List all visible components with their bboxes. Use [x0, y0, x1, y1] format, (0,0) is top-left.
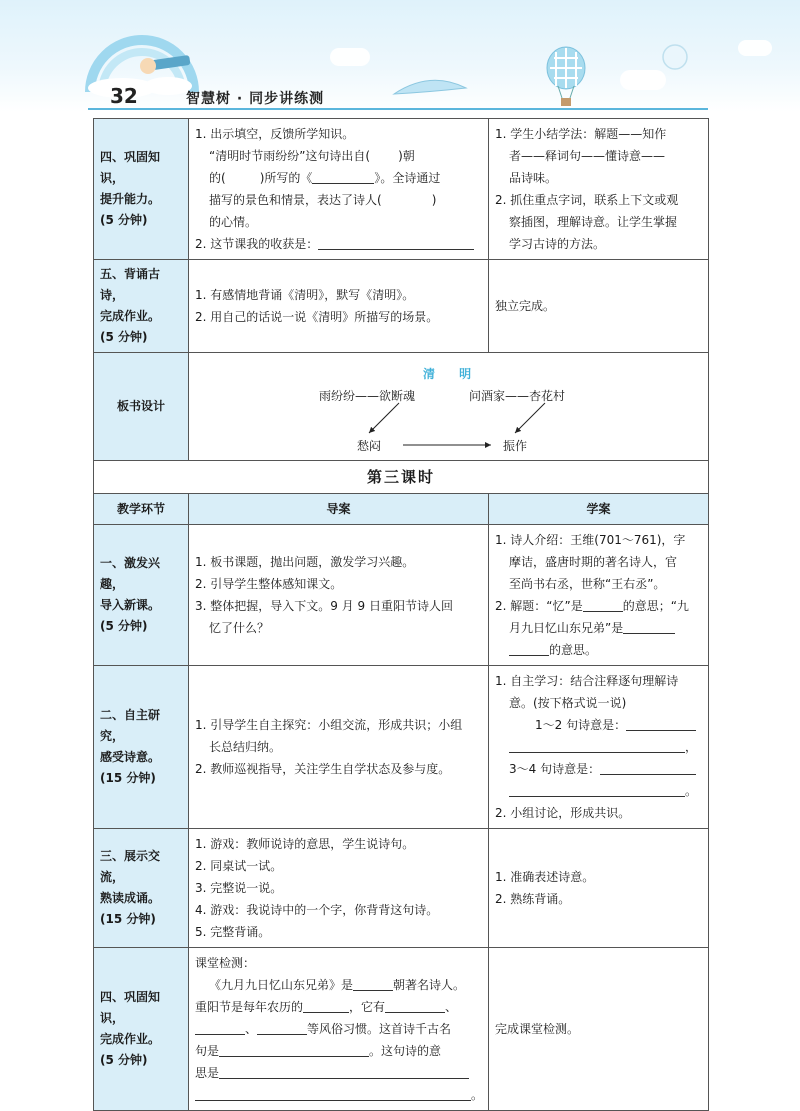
study-cell: 1. 学生小结学法：解题——知作 者——释词句——懂诗意—— 品诗味。 2. 抓住重点字词，联系上下文或观 察插图，理解诗意。让学生掌握 学习古诗的方法。 — [489, 119, 709, 260]
study-cell: 1. 诗人介绍：王维(701～761)，字 摩诘，盛唐时期的著名诗人，官 至尚书右丞，世称“王右丞”。 2. 解题：“忆”是 的意思；“九 月九日忆山东兄弟”是 的意思。 — [489, 525, 709, 666]
fill-blank[interactable] — [509, 782, 685, 797]
step-label-cell: 二、自主研究， 感受诗意。 (15 分钟) — [94, 666, 189, 829]
fill-blank[interactable] — [312, 169, 374, 184]
board-diagram — [189, 357, 708, 457]
table-header-row — [94, 494, 709, 525]
lesson-plan-table — [93, 118, 709, 1111]
table-row — [94, 119, 709, 260]
step-label-cell: 四、巩固知识， 提升能力。 (5 分钟) — [94, 119, 189, 260]
fill-blank[interactable] — [583, 597, 623, 612]
fill-blank[interactable] — [195, 1020, 245, 1035]
study-cell: 独立完成。 — [489, 260, 709, 353]
table-row — [94, 525, 709, 666]
fill-blank[interactable] — [353, 976, 393, 991]
board-arrows — [189, 357, 709, 457]
board-bottom-left: 愁闷 — [357, 438, 382, 453]
cloud-decoration — [620, 70, 666, 90]
guide-cell: 1. 引导学生自主探究：小组交流，形成共识；小组 长总结归纳。 2. 教师巡视指导，关注学生自学状态及参与度。 — [189, 666, 489, 829]
fill-blank[interactable] — [600, 760, 696, 775]
study-cell: 完成课堂检测。 — [489, 948, 709, 1111]
page-number: 32 — [110, 84, 138, 108]
fill-blank[interactable] — [318, 235, 474, 250]
cloud-decoration — [738, 40, 772, 56]
board-design-label: 板书设计 — [94, 353, 189, 461]
book-title: 智慧树 · 同步讲练测 — [186, 91, 325, 107]
sun-icon — [660, 42, 690, 72]
fill-blank[interactable] — [623, 619, 675, 634]
fill-blank[interactable] — [509, 641, 549, 656]
table-row — [94, 948, 709, 1111]
fill-blank[interactable] — [303, 998, 349, 1013]
section-title: 第三课时 — [94, 461, 709, 494]
study-cell: 1. 自主学习：结合注释逐句理解诗 意。(按下格式说一说) 1～2 句诗意是： ， 3～4 句诗意是： 。 2. 小组讨论，形成共识。 — [489, 666, 709, 829]
step-label-cell: 三、展示交流， 熟读成诵。 (15 分钟) — [94, 829, 189, 948]
guide-cell: 1. 出示填空，反馈所学知识。 “清明时节雨纷纷”这句诗出自( )朝 的( )所写的《 》。全诗通过 描写的景色和情景，表达了诗人( ) 的心情。 2. 这节课我的收获是： — [189, 119, 489, 260]
hot-air-balloon-icon — [544, 46, 588, 108]
table-row — [94, 829, 709, 948]
column-header: 学案 — [489, 494, 709, 525]
table-row — [94, 666, 709, 829]
fill-blank[interactable] — [509, 738, 685, 753]
step-label-cell: 五、背诵古诗， 完成作业。 (5 分钟) — [94, 260, 189, 353]
guide-cell: 1. 游戏：教师说诗的意思，学生说诗句。 2. 同桌试一试。 3. 完整说一说。 4. 游戏：我说诗中的一个字，你背背这句诗。 5. 完整背诵。 — [189, 829, 489, 948]
fill-blank[interactable] — [219, 1064, 469, 1079]
fill-blank[interactable] — [195, 1086, 471, 1101]
step-label-cell: 一、激发兴趣， 导入新课。 (5 分钟) — [94, 525, 189, 666]
table-row — [94, 461, 709, 494]
guide-cell: 课堂检测： 《九月九日忆山东兄弟》是 朝著名诗人。 重阳节是每年农历的 ，它有 、 、 等风俗习惯。这首诗千古名 句是 。这句诗的意 思是 。 — [189, 948, 489, 1111]
fill-blank[interactable] — [219, 1042, 369, 1057]
table-row — [94, 353, 709, 461]
board-right-phrase: 问酒家——杏花村 — [469, 388, 566, 403]
telescope-icon — [138, 52, 194, 76]
board-left-phrase: 雨纷纷——欲断魂 — [319, 388, 416, 403]
cloud-decoration — [330, 48, 370, 66]
study-cell: 1. 准确表述诗意。 2. 熟练背诵。 — [489, 829, 709, 948]
board-title: 清 明 — [423, 366, 482, 381]
guide-cell: 1. 板书课题，抛出问题，激发学习兴趣。 2. 引导学生整体感知课文。 3. 整体把握，导入下文。9 月 9 日重阳节诗人回 忆了什么？ — [189, 525, 489, 666]
fill-blank[interactable] — [626, 716, 696, 731]
board-bottom-right: 振作 — [503, 438, 528, 453]
board-design-cell — [189, 353, 709, 461]
step-label-cell: 四、巩固知识， 完成作业。 (5 分钟) — [94, 948, 189, 1111]
plane-icon — [390, 70, 470, 110]
table-row — [94, 260, 709, 353]
header-divider — [88, 108, 708, 110]
fill-blank[interactable] — [385, 998, 445, 1013]
column-header: 导案 — [189, 494, 489, 525]
guide-cell: 1. 有感情地背诵《清明》，默写《清明》。 2. 用自己的话说一说《清明》所描写的场景。 — [189, 260, 489, 353]
fill-blank[interactable] — [257, 1020, 307, 1035]
column-header: 教学环节 — [94, 494, 189, 525]
